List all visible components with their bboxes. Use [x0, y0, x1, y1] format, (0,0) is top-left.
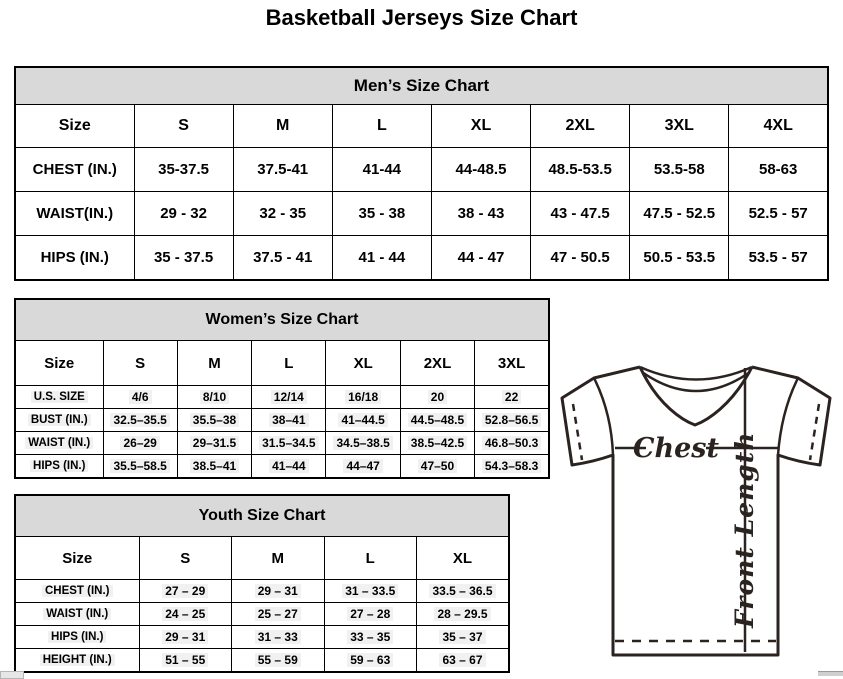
youth-data-row-1 — [15, 603, 509, 626]
mens-cell-0-6 — [729, 148, 828, 192]
mens-cell-2-4 — [531, 236, 630, 281]
womens-column-header-5: 2XL — [400, 341, 474, 386]
youth-cell-text-0-0: 27 – 29 — [162, 584, 208, 598]
womens-cell-text-0-1: 8/10 — [200, 390, 229, 404]
womens-cell-1-5 — [475, 409, 549, 432]
youth-cell-0-0 — [139, 580, 232, 603]
mens-cell-0-0 — [134, 148, 233, 192]
womens-cell-text-1-0: 32.5–35.5 — [110, 413, 169, 427]
womens-cell-text-1-3: 41–44.5 — [338, 413, 387, 427]
youth-cell-text-1-1: 25 – 27 — [255, 607, 301, 621]
right-cuff-dashed-line — [810, 404, 819, 460]
mens-cell-1-5 — [630, 192, 729, 236]
mens-row-label-1 — [15, 192, 134, 236]
mens-header-row — [15, 105, 828, 148]
youth-cell-text-3-1: 55 – 59 — [255, 653, 301, 667]
womens-cell-text-0-4: 20 — [428, 390, 447, 404]
womens-cell-2-3 — [326, 432, 400, 455]
womens-cell-text-2-1: 29–31.5 — [190, 436, 239, 450]
mens-cell-text-1-2: 35 - 38 — [358, 205, 406, 222]
mens-row-label-2 — [15, 236, 134, 281]
youth-cell-text-1-0: 24 – 25 — [162, 607, 208, 621]
cropped-table-fragment — [0, 671, 24, 679]
mens-data-row-0 — [15, 148, 828, 192]
youth-cell-1-1 — [232, 603, 325, 626]
mens-cell-text-0-6: 58-63 — [758, 161, 798, 178]
mens-row-label-text-2: HIPS (IN.) — [40, 249, 109, 266]
youth-cell-text-2-3: 35 – 37 — [439, 630, 485, 644]
youth-cell-0-3 — [417, 580, 510, 603]
youth-row-label-1 — [15, 603, 139, 626]
mens-cell-text-2-0: 35 - 37.5 — [153, 249, 214, 266]
mens-column-header-5: 2XL — [531, 105, 630, 148]
mens-cell-1-3 — [431, 192, 530, 236]
mens-title-row — [15, 67, 828, 105]
womens-column-header-0: Size — [15, 341, 103, 386]
mens-data-row-2 — [15, 236, 828, 281]
youth-cell-3-2 — [324, 649, 417, 673]
jersey-outline — [562, 367, 830, 655]
mens-cell-0-4 — [531, 148, 630, 192]
womens-data-row-1 — [15, 409, 549, 432]
mens-column-header-7: 4XL — [729, 105, 828, 148]
womens-row-label-0 — [15, 386, 103, 409]
womens-cell-3-4 — [400, 455, 474, 479]
mens-cell-text-1-3: 38 - 43 — [457, 205, 505, 222]
mens-cell-text-0-1: 37.5-41 — [257, 161, 309, 178]
mens-column-header-1: S — [134, 105, 233, 148]
womens-cell-2-4 — [400, 432, 474, 455]
youth-row-label-text-3: HEIGHT (IN.) — [40, 654, 115, 666]
youth-size-table — [14, 494, 510, 673]
womens-row-label-1 — [15, 409, 103, 432]
youth-cell-text-1-3: 28 – 29.5 — [434, 607, 490, 621]
womens-row-label-text-1: BUST (IN.) — [28, 414, 91, 426]
mens-cell-2-5 — [630, 236, 729, 281]
youth-cell-text-0-3: 33.5 – 36.5 — [429, 584, 495, 598]
womens-cell-text-0-5: 22 — [502, 390, 521, 404]
womens-data-row-0 — [15, 386, 549, 409]
youth-cell-0-2 — [324, 580, 417, 603]
womens-cell-text-0-0: 4/6 — [129, 390, 152, 404]
mens-row-label-text-1: WAIST(IN.) — [36, 205, 114, 222]
horizontal-scrollbar-fragment[interactable] — [818, 671, 843, 676]
youth-cell-1-3 — [417, 603, 510, 626]
mens-cell-0-3 — [431, 148, 530, 192]
womens-cell-0-1 — [177, 386, 251, 409]
youth-cell-2-0 — [139, 626, 232, 649]
youth-column-header-0: Size — [15, 537, 139, 580]
womens-cell-3-1 — [177, 455, 251, 479]
womens-cell-1-4 — [400, 409, 474, 432]
womens-cell-text-3-3: 44–47 — [343, 459, 382, 473]
youth-cell-text-3-3: 63 – 67 — [439, 653, 485, 667]
youth-cell-2-2 — [324, 626, 417, 649]
womens-header-row — [15, 341, 549, 386]
page-title: Basketball Jerseys Size Chart — [265, 5, 578, 30]
mens-cell-0-1 — [233, 148, 332, 192]
mens-column-header-6: 3XL — [630, 105, 729, 148]
womens-cell-1-2 — [252, 409, 326, 432]
collar-v-outline — [640, 367, 752, 425]
youth-data-row-3 — [15, 649, 509, 673]
womens-column-header-1: S — [103, 341, 177, 386]
youth-data-row-0 — [15, 580, 509, 603]
youth-cell-text-1-2: 27 – 28 — [347, 607, 393, 621]
jersey-measurement-diagram — [556, 360, 836, 672]
mens-cell-2-6 — [729, 236, 828, 281]
youth-cell-2-1 — [232, 626, 325, 649]
youth-cell-2-3 — [417, 626, 510, 649]
womens-data-row-3 — [15, 455, 549, 479]
youth-cell-text-0-2: 31 – 33.5 — [342, 584, 398, 598]
youth-cell-text-0-1: 29 – 31 — [255, 584, 301, 598]
mens-cell-text-0-0: 35-37.5 — [158, 161, 209, 178]
youth-cell-text-2-0: 29 – 31 — [162, 630, 208, 644]
womens-cell-text-1-1: 35.5–38 — [190, 413, 239, 427]
womens-cell-3-2 — [252, 455, 326, 479]
mens-cell-text-1-6: 52.5 - 57 — [748, 205, 808, 222]
womens-column-header-6: 3XL — [475, 341, 549, 386]
womens-cell-text-3-2: 41–44 — [269, 459, 308, 473]
womens-cell-2-0 — [103, 432, 177, 455]
youth-cell-1-0 — [139, 603, 232, 626]
womens-cell-text-2-4: 38.5–42.5 — [408, 436, 467, 450]
womens-column-header-2: M — [177, 341, 251, 386]
collar-rib-1 — [640, 367, 752, 380]
mens-cell-2-2 — [332, 236, 431, 281]
womens-cell-text-2-2: 31.5–34.5 — [259, 436, 318, 450]
mens-cell-text-1-5: 47.5 - 52.5 — [643, 205, 716, 222]
mens-cell-0-2 — [332, 148, 431, 192]
left-armhole-seam — [594, 378, 613, 455]
mens-column-header-2: M — [233, 105, 332, 148]
mens-cell-text-1-1: 32 - 35 — [259, 205, 307, 222]
womens-cell-text-1-2: 38–41 — [269, 413, 308, 427]
womens-cell-text-1-4: 44.5–48.5 — [408, 413, 467, 427]
womens-cell-text-3-0: 35.5–58.5 — [110, 459, 169, 473]
mens-chart-title: Men’s Size Chart — [15, 67, 828, 105]
womens-cell-0-5 — [475, 386, 549, 409]
youth-title-row — [15, 495, 509, 537]
womens-row-label-text-0: U.S. SIZE — [31, 391, 88, 403]
mens-cell-1-1 — [233, 192, 332, 236]
womens-cell-2-5 — [475, 432, 549, 455]
mens-cell-text-0-4: 48.5-53.5 — [548, 161, 612, 178]
youth-column-header-4: XL — [417, 537, 510, 580]
mens-column-header-0: Size — [15, 105, 134, 148]
womens-cell-text-2-3: 34.5–38.5 — [333, 436, 392, 450]
womens-cell-1-0 — [103, 409, 177, 432]
mens-column-header-4: XL — [431, 105, 530, 148]
mens-cell-text-2-2: 41 - 44 — [358, 249, 406, 266]
youth-cell-3-3 — [417, 649, 510, 673]
youth-row-label-2 — [15, 626, 139, 649]
womens-chart-title: Women’s Size Chart — [15, 299, 549, 341]
youth-cell-text-2-1: 31 – 33 — [255, 630, 301, 644]
mens-cell-1-2 — [332, 192, 431, 236]
mens-cell-text-0-3: 44-48.5 — [455, 161, 507, 178]
womens-cell-text-1-5: 52.8–56.5 — [482, 413, 541, 427]
mens-size-table — [14, 66, 829, 281]
youth-cell-1-2 — [324, 603, 417, 626]
mens-column-header-3: L — [332, 105, 431, 148]
youth-column-header-2: M — [232, 537, 325, 580]
womens-cell-text-2-0: 26–29 — [120, 436, 159, 450]
mens-cell-2-0 — [134, 236, 233, 281]
mens-cell-text-2-1: 37.5 - 41 — [253, 249, 313, 266]
youth-cell-3-0 — [139, 649, 232, 673]
womens-cell-1-1 — [177, 409, 251, 432]
youth-header-row — [15, 537, 509, 580]
womens-data-row-2 — [15, 432, 549, 455]
womens-cell-text-0-3: 16/18 — [345, 390, 381, 404]
mens-cell-1-4 — [531, 192, 630, 236]
youth-cell-text-3-2: 59 – 63 — [347, 653, 393, 667]
womens-title-row — [15, 299, 549, 341]
mens-cell-text-2-3: 44 - 47 — [457, 249, 505, 266]
womens-cell-3-0 — [103, 455, 177, 479]
mens-row-label-text-0: CHEST (IN.) — [32, 161, 117, 178]
womens-cell-0-0 — [103, 386, 177, 409]
youth-cell-3-1 — [232, 649, 325, 673]
mens-cell-1-0 — [134, 192, 233, 236]
womens-row-label-text-3: HIPS (IN.) — [30, 460, 88, 472]
mens-cell-text-1-0: 29 - 32 — [160, 205, 207, 222]
youth-cell-0-1 — [232, 580, 325, 603]
womens-cell-0-4 — [400, 386, 474, 409]
right-armhole-seam — [778, 378, 798, 455]
womens-cell-text-3-4: 47–50 — [418, 459, 457, 473]
youth-column-header-1: S — [139, 537, 232, 580]
womens-size-table — [14, 298, 550, 479]
mens-cell-1-6 — [729, 192, 828, 236]
mens-cell-text-0-5: 53.5-58 — [653, 161, 705, 178]
mens-cell-2-1 — [233, 236, 332, 281]
front-length-label: Front Length — [730, 431, 759, 628]
youth-cell-text-2-2: 33 – 35 — [347, 630, 393, 644]
mens-cell-text-0-2: 41-44 — [362, 161, 402, 178]
womens-cell-2-1 — [177, 432, 251, 455]
womens-cell-text-0-2: 12/14 — [271, 390, 307, 404]
womens-cell-0-3 — [326, 386, 400, 409]
youth-data-row-2 — [15, 626, 509, 649]
womens-row-label-text-2: WAIST (IN.) — [25, 437, 93, 449]
womens-cell-2-2 — [252, 432, 326, 455]
womens-column-header-4: XL — [326, 341, 400, 386]
womens-cell-1-3 — [326, 409, 400, 432]
chest-label: Chest — [633, 433, 719, 464]
youth-row-label-0 — [15, 580, 139, 603]
youth-cell-text-3-0: 51 – 55 — [162, 653, 208, 667]
womens-cell-0-2 — [252, 386, 326, 409]
womens-cell-3-5 — [475, 455, 549, 479]
mens-row-label-0 — [15, 148, 134, 192]
womens-row-label-3 — [15, 455, 103, 479]
mens-cell-text-2-4: 47 - 50.5 — [550, 249, 610, 266]
mens-cell-0-5 — [630, 148, 729, 192]
womens-cell-text-2-5: 46.8–50.3 — [482, 436, 541, 450]
left-cuff-dashed-line — [573, 404, 582, 460]
youth-chart-title: Youth Size Chart — [15, 495, 509, 537]
youth-row-label-text-2: HIPS (IN.) — [48, 631, 106, 643]
youth-column-header-3: L — [324, 537, 417, 580]
mens-cell-text-1-4: 43 - 47.5 — [550, 205, 610, 222]
mens-cell-text-2-5: 50.5 - 53.5 — [643, 249, 716, 266]
youth-row-label-3 — [15, 649, 139, 673]
womens-cell-text-3-5: 54.3–58.3 — [482, 459, 541, 473]
womens-column-header-3: L — [252, 341, 326, 386]
womens-cell-text-3-1: 38.5–41 — [190, 459, 239, 473]
womens-row-label-2 — [15, 432, 103, 455]
youth-row-label-text-0: CHEST (IN.) — [42, 585, 113, 597]
mens-cell-text-2-6: 53.5 - 57 — [748, 249, 808, 266]
womens-cell-3-3 — [326, 455, 400, 479]
mens-data-row-1 — [15, 192, 828, 236]
mens-cell-2-3 — [431, 236, 530, 281]
youth-row-label-text-1: WAIST (IN.) — [43, 608, 111, 620]
